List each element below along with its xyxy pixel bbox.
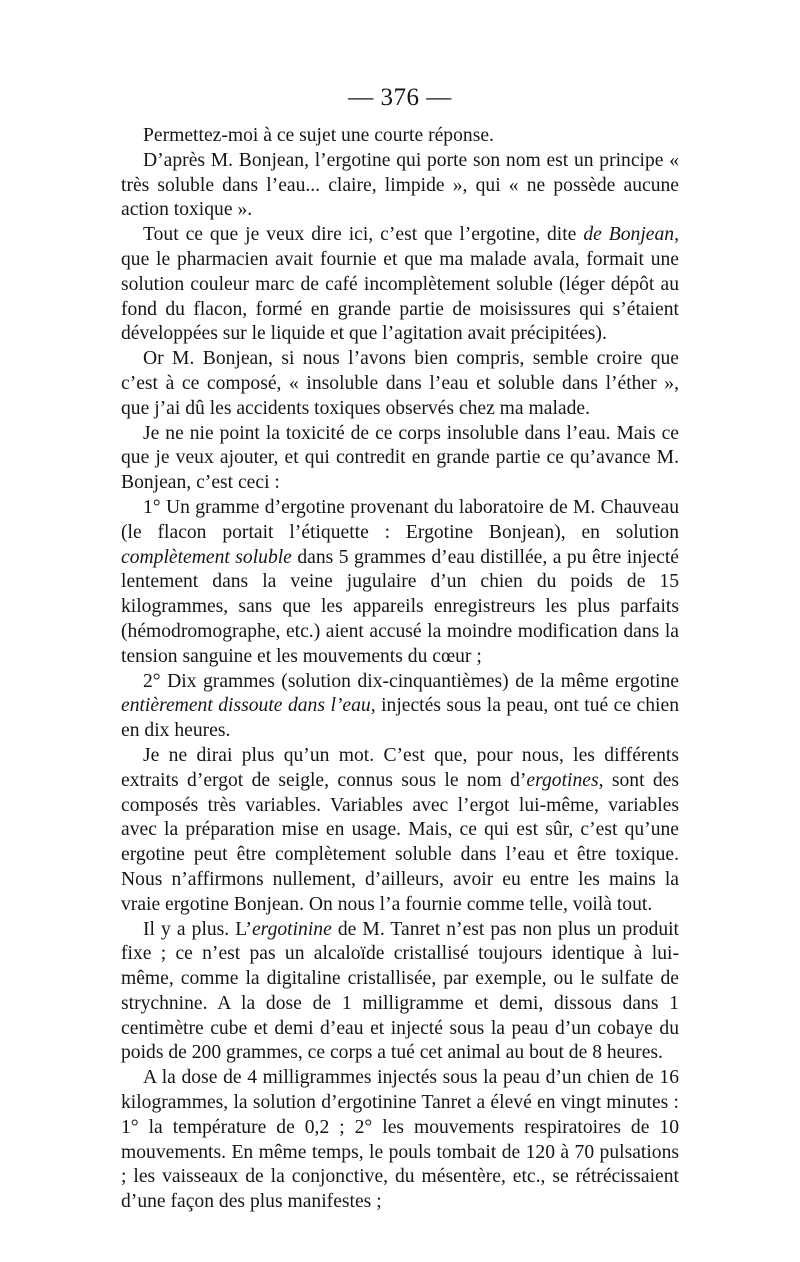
paragraph: [121, 670, 679, 744]
paragraph: [121, 149, 679, 223]
page-number: — 376 —: [348, 84, 452, 111]
italic-text: ergotines: [526, 769, 599, 791]
text-run: Je ne dirai plus qu’un mot. C’est que, pour nous, les différents extraits d’ergot de seigle, connus sous le nom d’: [121, 744, 679, 791]
text-run: dans 5 grammes d’eau distillée, a pu être injecté lentement dans la veine jugulaire d’un chien du poids de 15 kilogrammes, sans que les appareils enregistreurs les plus parfaits (hémodromographe, etc.) aient accusé la moindre modification dans la tension sanguine et les mouvements du cœur ;: [121, 546, 680, 667]
paragraph: [121, 1066, 679, 1215]
text-run: , que le pharmacien avait fournie et que ma malade avala, formait une solution couleur marc de café incomplètement soluble (léger dépôt au fond du flacon, formé en grande partie de moisissures qui s’étaient développées sur le liquide et que l’agitation avait précipitées).: [121, 224, 679, 345]
paragraph: [121, 223, 679, 347]
text-run: de M. Tanret n’est pas non plus un produit fixe ; ce n’est pas un alcaloïde cristallisé toujours identique à lui-même, comme la digitaline cristallisée, par exemple, ou le sulfate de strychnine. A la dose de 1 milligramme et demi, dissous dans 1 centimètre cube et demi d’eau et injecté sous la peau d’un cobaye du poids de 200 grammes, ce corps a tué cet animal au bout de 8 heures.: [121, 918, 679, 1064]
italic-text: entièrement dissoute dans l’eau: [121, 695, 371, 717]
body-text: [121, 124, 679, 1215]
italic-text: ergotinine: [251, 918, 332, 940]
text-run: Il y a plus. L’: [143, 918, 252, 940]
text-run: Je ne nie point la toxicité de ce corps insoluble dans l’eau. Mais ce que je veux ajouter, et qui contredit en grande partie ce qu’avance M. Bonjean, c’est ceci :: [121, 422, 679, 494]
italic-text: de Bonjean: [583, 224, 675, 246]
paragraph: [121, 347, 679, 421]
text-run: Or M. Bonjean, si nous l’avons bien compris, semble croire que c’est à ce composé, « insoluble dans l’eau et soluble dans l’éther », que j’ai dû les accidents toxiques observés chez ma malade.: [121, 348, 679, 419]
text-run: , injectés sous la peau, ont tué ce chien en dix heures.: [121, 695, 679, 742]
text-run: D’après M. Bonjean, l’ergotine qui porte son nom est un principe « très soluble dans l’eau... claire, limpide », qui « ne possède aucune action toxique ».: [121, 149, 679, 221]
text-run: Tout ce que je veux dire ici, c’est que l’ergotine, dite: [143, 224, 584, 246]
paragraph: [121, 744, 679, 918]
text-run: , sont des composés très variables. Variables avec l’ergot lui-même, variables avec la préparation mise en usage. Mais, ce qui est sûr, c’est qu’une ergotine peut être complètement soluble dans l’eau et être toxique. Nous n’affirmons nullement, d’ailleurs, avoir eu entre les mains la vraie ergotine Bonjean. On nous l’a fournie comme telle, voilà tout.: [121, 769, 679, 915]
paragraph: [121, 422, 679, 496]
paragraph: [121, 918, 679, 1067]
text-run: 1° Un gramme d’ergotine provenant du laboratoire de M. Chauveau (le flacon portait l’étiquette : Ergotine Bonjean), en solution: [121, 496, 679, 543]
paragraph: [121, 124, 679, 149]
paragraph: [121, 496, 679, 670]
text-run: A la dose de 4 milligrammes injectés sous la peau d’un chien de 16 kilogrammes, la solution d’ergotinine Tanret a élevé en vingt minutes : 1° la température de 0,2 ; 2° les mouvements respiratoires de 10 mouvements. En même temps, le pouls tombait de 120 à 70 pulsations ; les vaisseaux de la conjonctive, du mésentère, etc., se rétrécissaient d’une façon des plus manifestes ;: [121, 1067, 679, 1213]
text-run: 2° Dix grammes (solution dix-cinquantièmes) de la même ergotine: [143, 670, 679, 692]
italic-text: complètement soluble: [121, 546, 292, 568]
text-run: Permettez-moi à ce sujet une courte réponse.: [143, 125, 494, 146]
